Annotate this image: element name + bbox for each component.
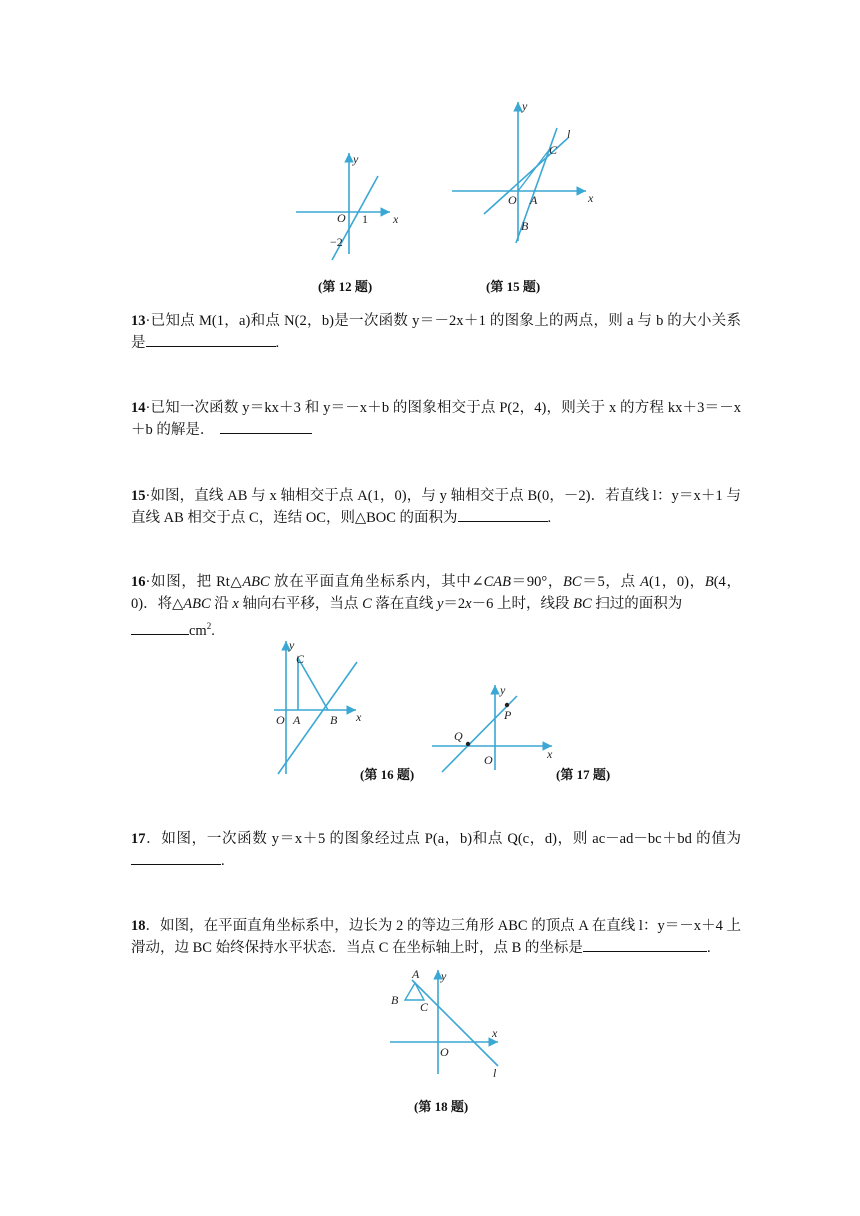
y-label: y xyxy=(353,152,359,166)
point-p-label: P xyxy=(504,708,512,722)
line-l-label: l xyxy=(493,1066,497,1080)
origin-label: O xyxy=(440,1045,449,1059)
answer-blank[interactable] xyxy=(458,507,548,522)
point-b-label: B xyxy=(521,219,529,233)
q16-text: 沿 xyxy=(210,596,233,612)
x-label: x xyxy=(588,191,594,205)
question-number: 16 xyxy=(131,574,146,590)
q16-text: ABC xyxy=(183,596,211,612)
question-13 xyxy=(131,310,741,354)
caption-15: (第 15 题) xyxy=(486,279,541,294)
figure-16 xyxy=(272,638,372,778)
q16-text: ＝2 xyxy=(443,596,466,612)
question-end: . xyxy=(275,335,280,351)
q16-text: A xyxy=(640,574,649,590)
origin-label: O xyxy=(337,211,346,225)
q16-text: 扫过的面积为 xyxy=(591,596,683,612)
q16-text: y xyxy=(436,596,444,612)
question-number: 13 xyxy=(131,313,146,329)
q16-text: (4，0)．将△ xyxy=(131,574,741,612)
q16-text: x xyxy=(232,596,239,612)
question-text: ·如图，直线 AB 与 x 轴相交于点 A(1，0)，与 y 轴相交于点 B(0，－2)．若直线 l：y＝x＋1 与直线 AB 相交于点 C，连结 OC，则△BOC 的面积为 xyxy=(131,488,741,526)
answer-blank[interactable] xyxy=(583,937,707,952)
point-p xyxy=(505,703,509,707)
tick-x-label: 1 xyxy=(362,212,368,226)
q16-text: B xyxy=(704,574,714,590)
question-text: ·已知点 M(1，a)和点 N(2，b)是一次函数 y＝－2x＋1 的图象上的两点，则 a 与 b 的大小关系是 xyxy=(131,313,741,351)
q16-text: CAB xyxy=(483,574,511,590)
question-17 xyxy=(131,828,741,872)
origin-label: O xyxy=(508,193,517,207)
point-c-label: C xyxy=(420,1000,429,1014)
question-end: . xyxy=(706,940,711,956)
question-end: . xyxy=(221,853,225,869)
question-15 xyxy=(131,485,741,529)
segment-oc xyxy=(518,150,549,191)
q16-text: 落在直线 xyxy=(371,596,437,612)
figure-18 xyxy=(386,966,516,1080)
line-y-2x-6 xyxy=(278,662,357,774)
answer-blank[interactable] xyxy=(131,850,221,865)
question-14 xyxy=(131,397,741,441)
unit-superscript: 2 xyxy=(206,621,212,631)
q16-text: ABC xyxy=(242,574,270,590)
point-a-label: A xyxy=(412,967,420,981)
y-label: y xyxy=(500,683,506,697)
point-q xyxy=(466,742,470,746)
question-text: ．如图，在平面直角坐标系中，边长为 2 的等边三角形 ABC 的顶点 A 在直线 l：y＝－x＋4 上滑动，边 BC 始终保持水平状态．当点 C 在坐标轴上时，点 B 的坐标是 xyxy=(131,918,741,956)
point-a-label: A xyxy=(530,193,538,207)
question-number: 14 xyxy=(131,400,146,416)
unit-text: cm xyxy=(189,622,207,639)
tick-y-label: −2 xyxy=(330,235,343,249)
triangle-abc xyxy=(405,983,424,1000)
question-text: ·已知一次函数 y＝kx＋3 和 y＝－x＋b 的图象相交于点 P(2，4)，则关于 x 的方程 kx＋3＝－x＋b 的解是． xyxy=(131,400,741,438)
q16-text: ＝5，点 xyxy=(581,574,641,590)
question-end: . xyxy=(547,510,552,526)
figure-15 xyxy=(450,98,600,243)
question-number: 17 xyxy=(131,831,146,847)
y-label: y xyxy=(441,969,447,983)
q16-text: BC xyxy=(563,574,582,590)
caption-18: (第 18 题) xyxy=(414,1099,469,1114)
figure-17 xyxy=(430,682,560,774)
q16-text: ·如图，把 Rt△ xyxy=(145,574,243,590)
figure-12 xyxy=(290,150,410,260)
point-c-label: C xyxy=(549,143,558,157)
caption-16: (第 16 题) xyxy=(360,767,415,782)
q16-text: x xyxy=(465,596,472,612)
answer-blank[interactable] xyxy=(131,620,189,635)
q16-text: C xyxy=(362,596,372,612)
q16-text: －6 上时，线段 xyxy=(471,596,574,612)
x-label: x xyxy=(393,212,399,226)
point-q-label: Q xyxy=(454,729,463,743)
point-c-label: C xyxy=(296,652,305,666)
point-b-label: B xyxy=(391,993,399,1007)
line-l xyxy=(412,980,498,1066)
x-label: x xyxy=(547,747,553,761)
caption-17: (第 17 题) xyxy=(556,767,611,782)
point-a-label: A xyxy=(293,713,301,727)
q16-text: (1，0)， xyxy=(648,574,705,590)
x-label: x xyxy=(492,1026,498,1040)
question-number: 15 xyxy=(131,488,146,504)
x-label: x xyxy=(356,710,362,724)
origin-label: O xyxy=(276,713,285,727)
question-16 xyxy=(131,571,741,642)
question-text: ．如图，一次函数 y＝x＋5 的图象经过点 P(a，b)和点 Q(c，d)，则 ac－ad－bc＋bd 的值为 xyxy=(145,831,741,847)
q16-text: 放在平面直角坐标系内，其中∠ xyxy=(269,574,484,590)
y-label: y xyxy=(522,99,528,113)
origin-label: O xyxy=(484,753,493,767)
question-18 xyxy=(131,915,741,959)
y-label: y xyxy=(289,638,295,652)
answer-blank[interactable] xyxy=(220,419,312,434)
question-number: 18 xyxy=(131,918,146,934)
q16-text: ＝90°， xyxy=(511,574,564,590)
line-l-label: l xyxy=(567,127,571,141)
point-b-label: B xyxy=(330,713,338,727)
q16-text: BC xyxy=(573,596,592,612)
answer-blank[interactable] xyxy=(146,332,276,347)
q16-text: 轴向右平移，当点 xyxy=(238,596,363,612)
question-end: . xyxy=(211,622,215,639)
caption-12: (第 12 题) xyxy=(318,279,373,294)
